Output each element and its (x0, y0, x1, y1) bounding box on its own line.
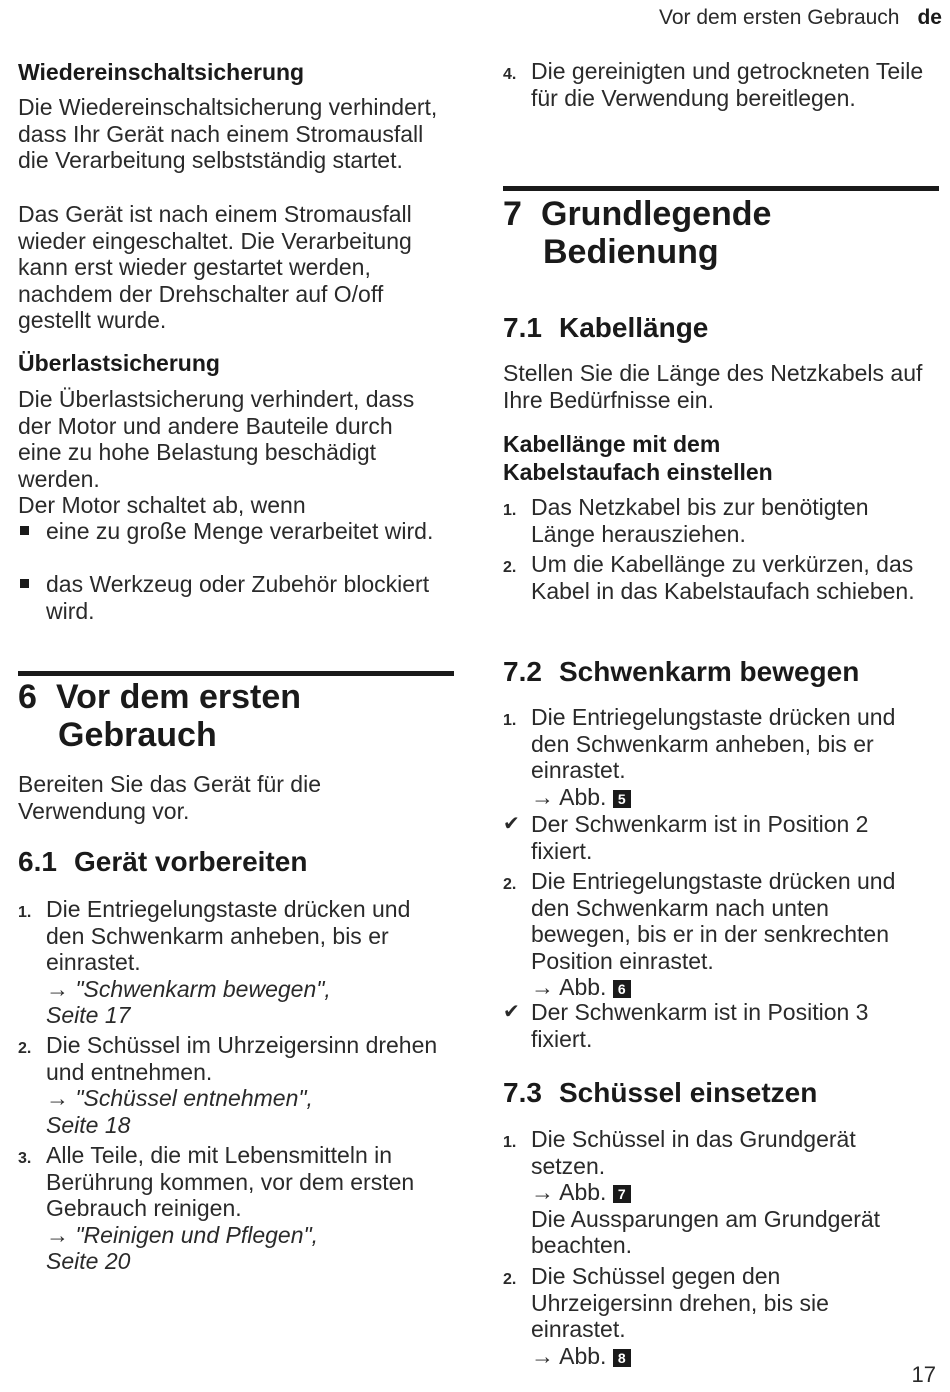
step-text: Das Netzkabel bis zur benötigten Länge herausziehen. (531, 494, 869, 547)
bullet-square-icon (20, 526, 29, 535)
paragraph-restart-1: Die Wiedereinschaltsicherung verhindert, dass Ihr Gerät nach einem Stromausfall die Verarbeitung selbstständig startet. (18, 94, 438, 173)
step-text-block (531, 1126, 936, 1259)
section-7-2-heading (503, 656, 859, 688)
chapter-7-heading (503, 195, 771, 271)
step-item (503, 868, 939, 1008)
heading-overload-protection: Überlastsicherung (18, 350, 220, 376)
header-title: Vor dem ersten Gebrauch (659, 6, 900, 29)
chapter-title-line1: Vor dem ersten (56, 678, 302, 716)
page-number: 17 (911, 1362, 936, 1387)
figure-number-badge: 8 (613, 1349, 631, 1367)
paragraph-restart-2: Das Gerät ist nach einem Stromausfall wieder eingeschaltet. Die Verarbeitung kann erst wieder gestartet werden, nachdem der Drehschalter auf O/off gestellt wurde. (18, 201, 412, 333)
result-item (503, 999, 939, 1053)
cross-reference-link[interactable]: → "Reinigen und Pflegen", Seite 20 (46, 1221, 319, 1274)
step-text: Die Schüssel gegen den Uhrzeigersinn drehen, bis sie einrastet. (531, 1263, 829, 1342)
section-number: 7.3 (503, 1077, 542, 1108)
bullet-item (18, 518, 448, 572)
step-item (18, 1032, 454, 1147)
step-number: 1. (503, 1134, 517, 1151)
figure-reference-label: → Abb. (531, 974, 607, 1000)
section-7-1-heading (503, 312, 708, 344)
checkmark-icon: ✔ (503, 1001, 520, 1023)
bullet-text: eine zu große Menge verarbeitet wird. (46, 518, 434, 544)
step-text: Um die Kabellänge zu verkürzen, das Kabel in das Kabelstaufach schieben. (531, 551, 915, 604)
step-text: Die Schüssel im Uhrzeigersinn drehen und entnehmen. (46, 1032, 438, 1085)
step-text: Die Entriegelungstaste drücken und den Schwenkarm anheben, bis er einrastet. (46, 896, 411, 975)
result-text: Der Schwenkarm ist in Position 2 fixiert. (531, 811, 869, 864)
subheading-cable-storage: Kabellänge mit dem Kabelstaufach einstellen (503, 431, 773, 485)
section-7-1-paragraph: Stellen Sie die Länge des Netzkabels auf Ihre Bedürfnisse ein. (503, 360, 923, 413)
section-title: Kabellänge (559, 312, 709, 343)
step-text: Die Schüssel in das Grundgerät setzen. (531, 1126, 856, 1179)
section-number: 7.2 (503, 656, 542, 687)
cross-reference-link[interactable]: → "Schüssel entnehmen", Seite 18 (46, 1085, 313, 1138)
heading-restart-protection: Wiedereinschaltsicherung (18, 59, 305, 85)
section-7-3-heading (503, 1077, 817, 1109)
step-number: 2. (503, 559, 517, 576)
figure-reference-label: → Abb. (531, 783, 607, 810)
step-number: 1. (503, 712, 517, 729)
section-number: 6.1 (18, 846, 57, 877)
figure-reference[interactable] (531, 974, 631, 1000)
step-item (18, 1142, 454, 1282)
paragraph-overload-2: Der Motor schaltet ab, wenn (18, 492, 306, 518)
figure-number-badge: 7 (613, 1185, 631, 1203)
section-6-1-heading (18, 846, 307, 878)
step-text-block (46, 896, 441, 1029)
figure-reference-label: → Abb. (531, 1342, 607, 1369)
chapter-number: 7 (503, 195, 522, 233)
chapter-6-intro: Bereiten Sie das Gerät für die Verwendung vor. (18, 771, 321, 824)
figure-reference[interactable] (531, 784, 631, 810)
step-text-block (531, 704, 906, 810)
result-item (503, 811, 939, 865)
running-header (659, 6, 942, 30)
step-item (503, 704, 939, 814)
step-number: 2. (18, 1040, 32, 1057)
chapter-6-heading (18, 678, 301, 754)
figure-reference[interactable] (531, 1179, 631, 1205)
step-text-block (46, 1032, 456, 1138)
step-item (503, 1126, 939, 1266)
checkmark-icon: ✔ (503, 813, 520, 835)
step-number: 3. (18, 1150, 32, 1167)
bullet-square-icon (20, 579, 29, 588)
step-text: Alle Teile, die mit Lebensmitteln in Berührung kommen, vor dem ersten Gebrauch reinigen. (46, 1142, 415, 1221)
chapter-rule (503, 186, 939, 191)
step-text-block (46, 1142, 456, 1275)
bullet-item (18, 571, 448, 625)
step-text: Die Entriegelungstaste drücken und den Schwenkarm anheben, bis er einrastet. (531, 704, 896, 783)
chapter-title-line1: Grundlegende (541, 195, 772, 233)
step-number: 2. (503, 1271, 517, 1288)
step-number: 4. (503, 66, 517, 83)
step-item (503, 551, 939, 631)
cross-reference-link[interactable]: → "Schwenkarm bewegen", Seite 17 (46, 975, 331, 1028)
step-number: 1. (18, 904, 32, 921)
chapter-rule (18, 671, 454, 676)
step-item (503, 58, 939, 138)
chapter-number: 6 (18, 678, 37, 716)
step-text-block (531, 1263, 916, 1369)
step-item (18, 896, 454, 1036)
bullet-text: das Werkzeug oder Zubehör blockiert wird. (46, 571, 430, 624)
result-text: Der Schwenkarm ist in Position 3 fixiert. (531, 999, 869, 1052)
language-code: de (917, 6, 942, 29)
section-title: Schüssel einsetzen (559, 1077, 818, 1108)
section-number: 7.1 (503, 312, 542, 343)
chapter-title-line2: Bedienung (543, 233, 719, 271)
step-text: Die Entriegelungstaste drücken und den Schwenkarm nach unten bewegen, bis er in der senkrechten Position einrastet. (531, 868, 896, 974)
figure-number-badge: 6 (613, 980, 631, 998)
step-item (503, 1263, 939, 1369)
step-note: Die Aussparungen am Grundgerät beachten. (531, 1205, 881, 1258)
step-text: Die gereinigten und getrockneten Teile für die Verwendung bereitlegen. (531, 58, 924, 111)
figure-reference-label: → Abb. (531, 1179, 607, 1205)
step-item (503, 494, 939, 548)
figure-number-badge: 5 (613, 790, 631, 808)
step-number: 2. (503, 876, 517, 893)
paragraph-overload-1: Die Überlastsicherung verhindert, dass der Motor und andere Bauteile durch eine zu hohe Belastung beschädigt werden. (18, 386, 415, 492)
figure-reference[interactable] (531, 1343, 631, 1369)
section-title: Gerät vorbereiten (74, 846, 308, 877)
section-title: Schwenkarm bewegen (559, 656, 860, 687)
step-number: 1. (503, 502, 517, 519)
step-text-block (531, 868, 926, 1001)
chapter-title-line2: Gebrauch (58, 716, 217, 754)
